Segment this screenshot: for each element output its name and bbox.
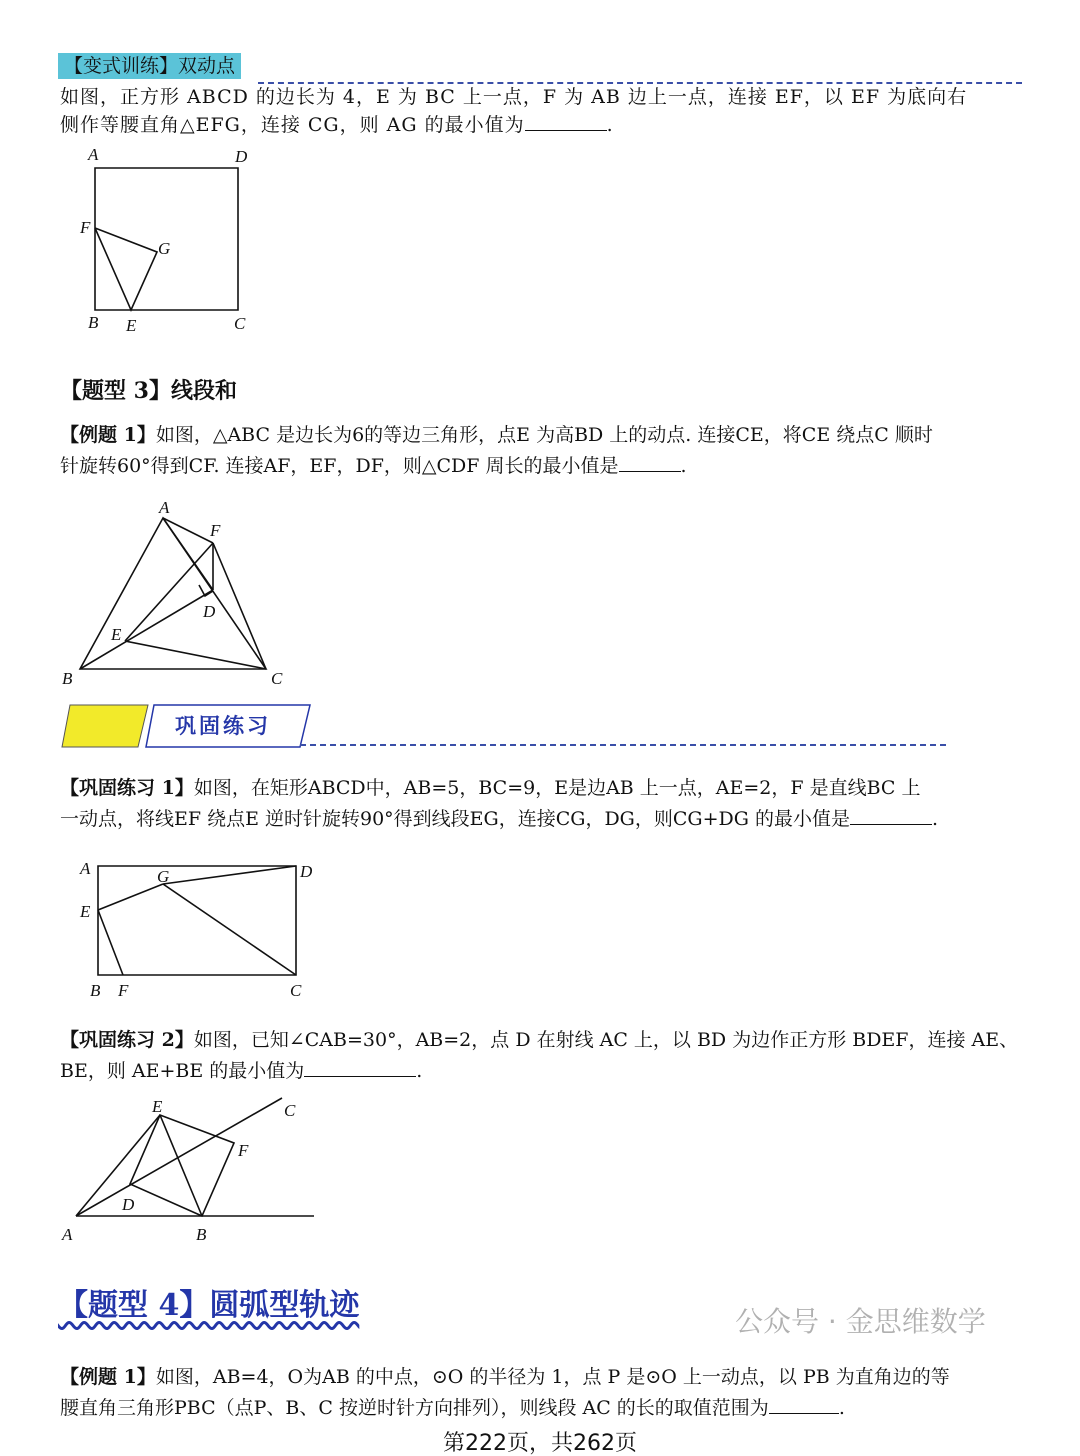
variant-tag: 【变式训练】双动点 [58, 53, 241, 79]
triangle-efg [95, 228, 157, 310]
variant-line2 [60, 110, 614, 141]
label-a: A [88, 145, 99, 164]
label-d: D [300, 862, 313, 881]
label-a: A [159, 498, 170, 517]
label-c: C [290, 981, 302, 1000]
label-f: F [210, 521, 221, 540]
type4-line2 [60, 1393, 845, 1424]
label-e: E [126, 316, 137, 335]
label-g: G [157, 867, 170, 886]
label-c: C [284, 1101, 296, 1120]
text: 腰直角三角形PBC（点P、B、C 按逆时针方向排列），则线段 AC 的长的取值范围为 [60, 1397, 769, 1419]
triangle-abc [80, 518, 266, 669]
text: BE，则 AE+BE 的最小值为 [60, 1060, 305, 1082]
ex1-line1 [60, 773, 921, 804]
answer-blank [769, 1395, 839, 1414]
page-footer: 第222页，共262页 [443, 1431, 637, 1456]
label-f: F [238, 1141, 249, 1160]
variant-line1: 如图，正方形 ABCD 的边长为 4，E 为 BC 上一点，F 为 AB 边上一点，连接 EF，以 EF 为底向右 [60, 86, 968, 108]
example-tag: 【例题 1】 [60, 424, 156, 446]
triangle-figure [0, 495, 320, 695]
text: . [931, 808, 938, 830]
label-b: B [62, 669, 73, 688]
square-figure [0, 140, 300, 340]
answer-blank [525, 112, 607, 131]
text: 针旋转60°得到CF. 连接AF，EF，DF，则△CDF 周长的最小值是 [60, 455, 619, 477]
ex1-line2 [60, 804, 938, 835]
ray-square-figure [0, 1090, 340, 1250]
label-e: E [152, 1097, 163, 1116]
label-b: B [90, 981, 101, 1000]
answer-blank [850, 806, 932, 825]
ex2-line2 [60, 1056, 422, 1087]
label-d: D [122, 1195, 135, 1214]
text: 如图，AB=4，O为AB 的中点，⊙O 的半径为 1，点 P 是⊙O 上一动点，以 PB 为直角边的等 [155, 1366, 950, 1388]
label-d: D [203, 602, 216, 621]
square-bdef [130, 1115, 234, 1216]
label-c: C [234, 314, 246, 333]
type4-line1 [60, 1362, 950, 1393]
banner-title: 巩固练习 [175, 713, 271, 738]
label-d: D [235, 147, 248, 166]
watermark: 公众号 · 金思维数学 [735, 1305, 986, 1338]
text: . [416, 1060, 423, 1082]
text: 如图，△ABC 是边长为6的等边三角形，点E 为高BD 上的动点. 连接CE，将CE 绕点C 顺时 [155, 424, 933, 446]
text: . [838, 1397, 845, 1419]
label-a: A [80, 859, 91, 878]
label-a: A [62, 1225, 73, 1244]
text: 如图，在矩形ABCD中，AB=5，BC=9，E是边AB 上一点，AE=2，F 是直线BC 上 [193, 777, 921, 799]
text: 侧作等腰直角△EFG，连接 CG，则 AG 的最小值为 [60, 114, 525, 136]
answer-blank [304, 1058, 416, 1077]
text: 一动点，将线EF 绕点E 逆时针旋转90°得到线段EG，连接CG，DG，则CG+DG 的最小值是 [60, 808, 850, 830]
text: . [680, 455, 687, 477]
text: 如图，已知∠CAB=30°，AB=2，点 D 在射线 AC 上，以 BD 为边作正方形 BDEF，连接 AE、 [193, 1029, 1019, 1051]
type3-line2 [60, 451, 687, 482]
text: . [606, 114, 614, 136]
label-f: F [118, 981, 129, 1000]
label-b: B [196, 1225, 207, 1244]
example-tag: 【例题 1】 [60, 1366, 156, 1388]
label-f: F [80, 218, 91, 237]
rectangle [98, 866, 296, 975]
answer-blank [619, 453, 681, 472]
label-e: E [80, 902, 91, 921]
example-tag: 【巩固练习 2】 [60, 1029, 194, 1051]
rectangle-figure [0, 850, 330, 1005]
type3-line1 [60, 420, 933, 451]
type4-heading: 【题型 4】圆弧型轨迹 [58, 1288, 360, 1323]
example-tag: 【巩固练习 1】 [60, 777, 194, 799]
label-b: B [88, 313, 99, 332]
divider [300, 744, 946, 746]
label-g: G [158, 239, 171, 258]
label-e: E [111, 625, 122, 644]
label-c: C [271, 669, 283, 688]
type3-heading: 【题型 3】线段和 [60, 378, 237, 404]
ex2-line1 [60, 1025, 1018, 1056]
